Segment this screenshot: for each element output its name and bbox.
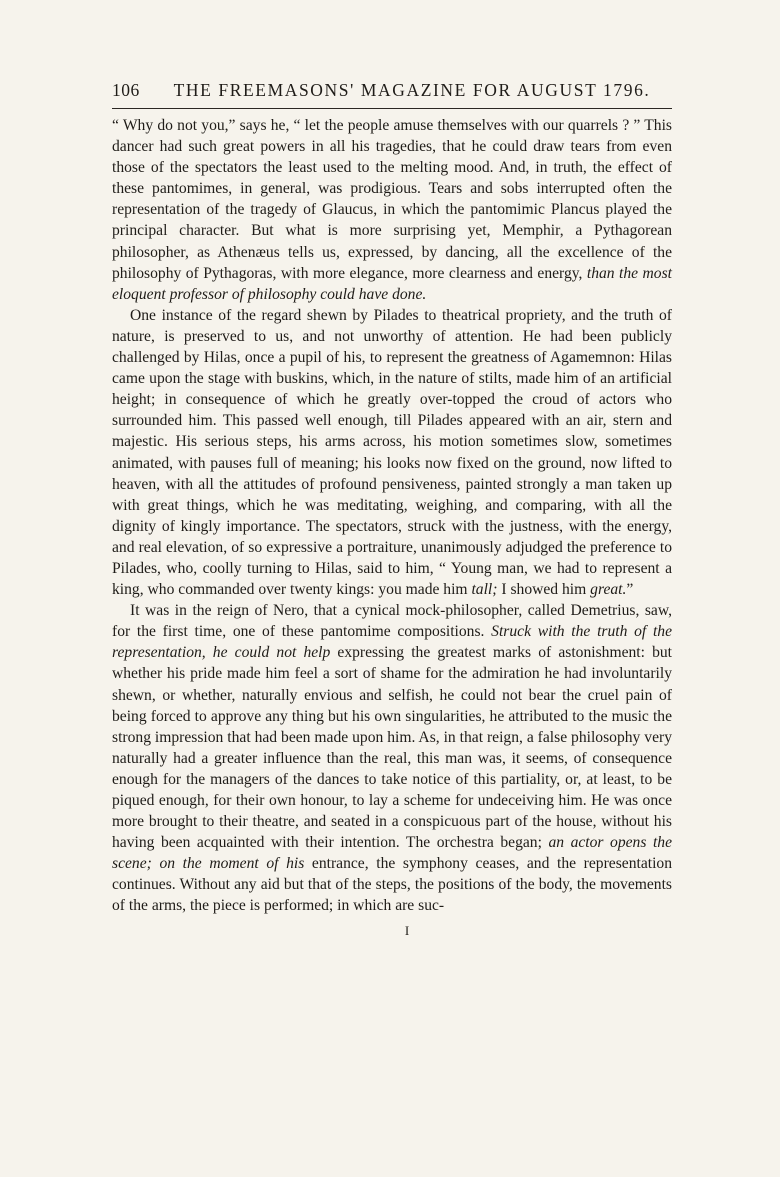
header-rule [112, 108, 672, 109]
article-body [112, 115, 672, 917]
paragraph [112, 115, 672, 305]
page-number: 106 [112, 80, 140, 100]
running-title: THE FREEMASONS' MAGAZINE FOR AUGUST 1796. [173, 80, 651, 100]
magazine-page [112, 80, 672, 939]
italic-text: great. [590, 581, 627, 599]
text-run: It was in the reign of Nero, that a cynical mock-philosopher, called Demetrius, saw, for the first time, one of these pantomime compositions. [112, 602, 672, 641]
signature-mark: I [404, 922, 410, 938]
text-run: ” [626, 581, 634, 599]
paragraph [112, 305, 672, 600]
paragraph [112, 600, 672, 916]
italic-text: tall; [471, 581, 498, 599]
text-run: One instance of the regard shewn by Pilades to theatrical propriety, and the truth of nature, is preserved to us, and not unworthy of attention. He had been publicly challenged by Hilas, once a pupil of his, to represent the greatness of Agamemnon: Hilas came upon the stage with buskins, which, in the nature of stilts, made him of an artificial height; in consequence of which he greatly over-topped the croud of actors who surrounded him. This passed well enough, till Pilades appeared with an air, stern and majestic. His serious steps, his arms across, his motion sometimes slow, sometimes animated, with pauses full of meaning; his looks now fixed on the ground, now lifted to heaven, with all the attitudes of profound pensiveness, painted strongly a man taken up with great things, which he was meditating, weighing, and comparing, with all the dignity of kingly importance. The spectators, struck with the justness, with the energy, and real elevation, of so expressive a portraiture, unanimously adjudged the preference to Pilades, who, coolly turning to Hilas, said to him, “ Young man, we had to represent a king, who commanded over twenty kings: you made him [112, 306, 672, 599]
running-head [112, 80, 672, 104]
italic-text: than the most eloquent professor of philosophy could have done. [112, 264, 672, 303]
text-run: I showed him [497, 581, 591, 599]
italic-text: an actor opens the scene; on the moment of his [112, 834, 672, 873]
italic-text: Struck with the truth of the representation, he could not help [112, 623, 673, 662]
text-run: expressing the greatest marks of astonishment: but whether his pride made him feel a sort of shame for the admiration he had involuntarily shewn, or whether, naturally envious and selfish, he could not bear the cruel pain of being forced to approve any thing but his own singularities, he attributed to the music the strong impression that had been made upon him. As, in that reign, a false philosophy very naturally had a greater influence than the real, this man was, it seems, of consequence enough for the managers of the dances to take notice of this partiality, or, at least, to be piqued enough, for their own honour, to lay a scheme for undeceiving him. He was once more brought to their theatre, and seated in a conspicuous part of the house, without his having been acquainted with their intention. The orchestra began; [112, 644, 672, 852]
text-run: “ Why do not you,” says he, “ let the people amuse themselves with our quarrels ? ” This dancer had such great powers in all his tragedies, that he could draw tears from even those of the spectators the least used to the melting mood. And, in truth, the effect of these pantomimes, in general, was prodigious. Tears and sobs interrupted often the representation of the tragedy of Glaucus, in which the pantomimic Plancus played the principal character. But what is more surprising yet, Memphir, a Pythagorean philosopher, as Athenæus tells us, expressed, by dancing, all the excellence of the philosophy of Pythagoras, with more elegance, more clearness and energy, [112, 117, 672, 282]
text-run: entrance, the symphony ceases, and the representation continues. Without any aid but that of the steps, the positions of the body, the movements of the arms, the piece is performed; in which are suc- [112, 855, 673, 915]
